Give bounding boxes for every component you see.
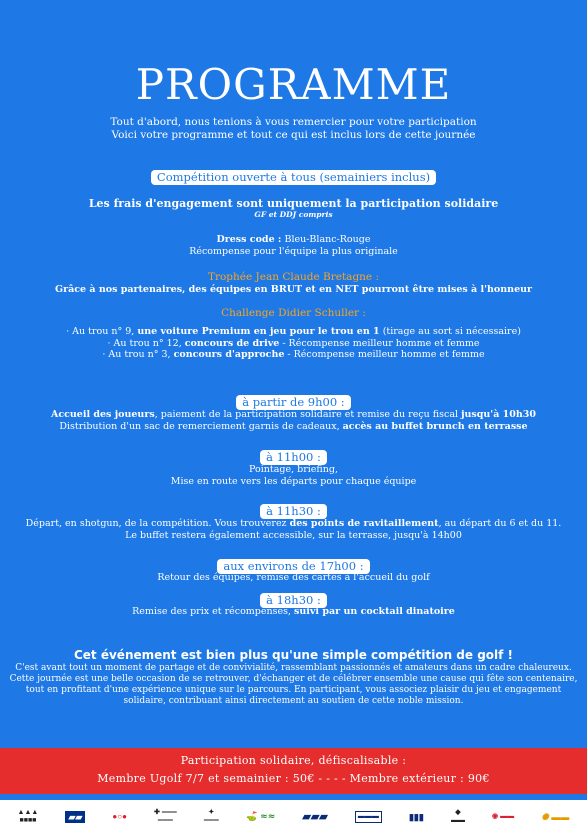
schedule-17h-block bbox=[0, 572, 587, 584]
schedule-11h30-pill-row bbox=[0, 500, 587, 519]
schedule-11h30-block bbox=[0, 518, 587, 541]
closing-line-4: solidaire, contribuant ainsi directement au soutien de cette noble mission. bbox=[123, 696, 464, 706]
challenge-line-3-post: - Récompense meilleur homme et femme bbox=[284, 349, 485, 360]
schedule-11h-block bbox=[0, 464, 587, 487]
dress-code-value: Bleu-Blanc-Rouge bbox=[281, 234, 371, 245]
schedule-11h30-time: à 11h30 : bbox=[260, 504, 327, 519]
closing-line-1: C'est avant tout un moment de partage et de convivialité, rassemblant passionnés et amateurs dans un cadre chaleureux. bbox=[15, 663, 572, 673]
fees-heading: Les frais d'engagement sont uniquement la participation solidaire bbox=[88, 197, 499, 210]
competition-pill-row bbox=[0, 166, 587, 185]
golf-land-logo: ⛳ ≈≈ bbox=[245, 811, 276, 822]
fees-note: GF et DDJ compris bbox=[254, 210, 333, 219]
schedule-18h30-block bbox=[0, 606, 587, 618]
challenge-line-1 bbox=[0, 326, 587, 338]
schedule-11h-pill-row bbox=[0, 446, 587, 465]
next-auto-logo: ▬▬▬ bbox=[355, 811, 382, 823]
dress-code-block bbox=[0, 234, 587, 257]
challenge-line-1-post: (tirage au sort si nécessaire) bbox=[379, 326, 521, 337]
drink-wolf-logo: ◆ ▬▬ bbox=[450, 808, 465, 824]
gls-logo: ▰▰▰ bbox=[302, 810, 328, 823]
competition-pill: Compétition ouverte à tous (semainiers inclus) bbox=[151, 170, 436, 185]
footer-line-2: Membre Ugolf 7/7 et semainier : 50€ - - - - Membre extérieur : 90€ bbox=[97, 772, 490, 785]
schedule-11h-line-2: Mise en route vers les départs pour chaque équipe bbox=[170, 475, 417, 487]
schedule-9h-block bbox=[0, 409, 587, 432]
dress-code-reward: Récompense pour l'équipe la plus originale bbox=[189, 245, 398, 257]
armurerie-logo: ▲▲▲ ■■■■ bbox=[17, 808, 39, 824]
schedule-18h30-pre: Remise des prix et récompenses, bbox=[132, 606, 295, 617]
closing-title: Cet événement est bien plus qu'une simple compétition de golf ! bbox=[73, 648, 514, 662]
schedule-9h-mid: , paiement de la participation solidaire et remise du reçu fiscal bbox=[154, 409, 462, 420]
schedule-11h30-pre: Départ, en shotgun, de la compétition. Vous trouverez bbox=[25, 518, 290, 529]
challenge-line-1-pre: · Au trou n° 9, bbox=[66, 326, 138, 337]
dress-code-label: Dress code : bbox=[216, 234, 282, 245]
trophy-title: Trophée Jean Claude Bretagne : bbox=[207, 271, 380, 283]
challenge-line-1-bold: une voiture Premium en jeu pour le trou en 1 bbox=[137, 326, 380, 337]
schedule-9h-line-2-bold: accès au buffet brunch en terrasse bbox=[342, 420, 528, 432]
challenge-line-3-pre: · Au trou n° 3, bbox=[102, 349, 174, 360]
intro-line-2: Voici votre programme et tout ce qui est inclus lors de cette journée bbox=[111, 129, 476, 141]
schedule-9h-line-2 bbox=[0, 421, 587, 433]
footer-line-1: Participation solidaire, défiscalisable : bbox=[180, 754, 407, 767]
schedule-11h30-line-2: Le buffet restera également accessible, sur la terrasse, jusqu'à 14h00 bbox=[125, 529, 462, 541]
pangel-logo: ◉ ▬▬ bbox=[492, 812, 515, 820]
schedule-9h-line-1 bbox=[0, 409, 587, 421]
schedule-11h30-post: , au départ du 6 et du 11. bbox=[438, 518, 562, 529]
elior-logo: ●○● bbox=[112, 811, 127, 821]
challenge-block bbox=[0, 307, 587, 361]
schedule-11h-time: à 11h00 : bbox=[260, 450, 327, 465]
schedule-9h-line-2-pre: Distribution d'un sac de remerciement garnis de cadeaux, bbox=[59, 420, 343, 432]
challenge-line-2-bold: concours de drive bbox=[184, 337, 280, 349]
trophy-text: Grâce à nos partenaires, des équipes en BRUT et en NET pourront être mises à l'honneur bbox=[54, 284, 533, 295]
dress-code-line bbox=[0, 234, 587, 246]
challenge-line-2 bbox=[0, 338, 587, 350]
faculte-des-metiers-logo: ✚ ═══ ═══ bbox=[154, 808, 177, 824]
schedule-9h-time: à partir de 9h00 : bbox=[236, 395, 350, 410]
intro-line-1: Tout d'abord, nous tenions à vous remercier pour votre participation bbox=[110, 116, 477, 128]
challenge-line-3 bbox=[0, 349, 587, 361]
participation-footer bbox=[0, 748, 587, 794]
winnocars-logo: ✺ ▬▬ bbox=[541, 811, 570, 822]
schedule-18h30-time: à 18h30 : bbox=[260, 593, 327, 608]
fees-block bbox=[0, 197, 587, 220]
challenge-line-3-bold: concours d'approche bbox=[173, 349, 285, 360]
challenge-line-2-post: - Récompense meilleur homme et femme bbox=[279, 337, 480, 349]
schedule-18h30-line-1 bbox=[0, 606, 587, 618]
schedule-11h-line-1: Pointage, briefing, bbox=[249, 464, 338, 475]
trophy-block bbox=[0, 271, 587, 296]
schedule-18h30-bold: suivi par un cocktail dinatoire bbox=[294, 606, 455, 617]
challenge-title: Challenge Didier Schuller : bbox=[221, 307, 366, 319]
closing-block bbox=[0, 648, 587, 707]
schedule-17h-line-1: Retour des équipes, remise des cartes à l'accueil du golf bbox=[157, 572, 430, 583]
schedule-17h-time: aux environs de 17h00 : bbox=[217, 559, 369, 574]
schedule-9h-pill-row bbox=[0, 391, 587, 410]
intro-text bbox=[0, 116, 587, 142]
schedule-9h-bold-1: Accueil des joueurs bbox=[50, 409, 155, 420]
axa-logo: ▰▰ bbox=[65, 811, 85, 823]
schedule-9h-bold-2: jusqu'à 10h30 bbox=[461, 409, 537, 420]
sponsor-logo-strip bbox=[0, 800, 587, 833]
page-title: PROGRAMME bbox=[135, 60, 452, 109]
france-horizon-logo: ✦ ═══ bbox=[203, 808, 219, 824]
challenge-line-2-pre: · Au trou n° 12, bbox=[107, 337, 185, 349]
closing-line-3: tout en profitant d'une expérience unique sur le parcours. En participant, vous associez plaisir du jeu et engagement bbox=[25, 685, 562, 695]
schedule-11h30-bold: des points de ravitaillement bbox=[289, 518, 439, 529]
paro-logo: ▮▮▮ bbox=[408, 811, 424, 822]
schedule-11h30-line-1 bbox=[0, 518, 587, 530]
closing-line-2: Cette journée est une belle occasion de se retrouver, d'échanger et de célébrer ensemble une cause qui fête son centenaire, bbox=[9, 674, 578, 684]
